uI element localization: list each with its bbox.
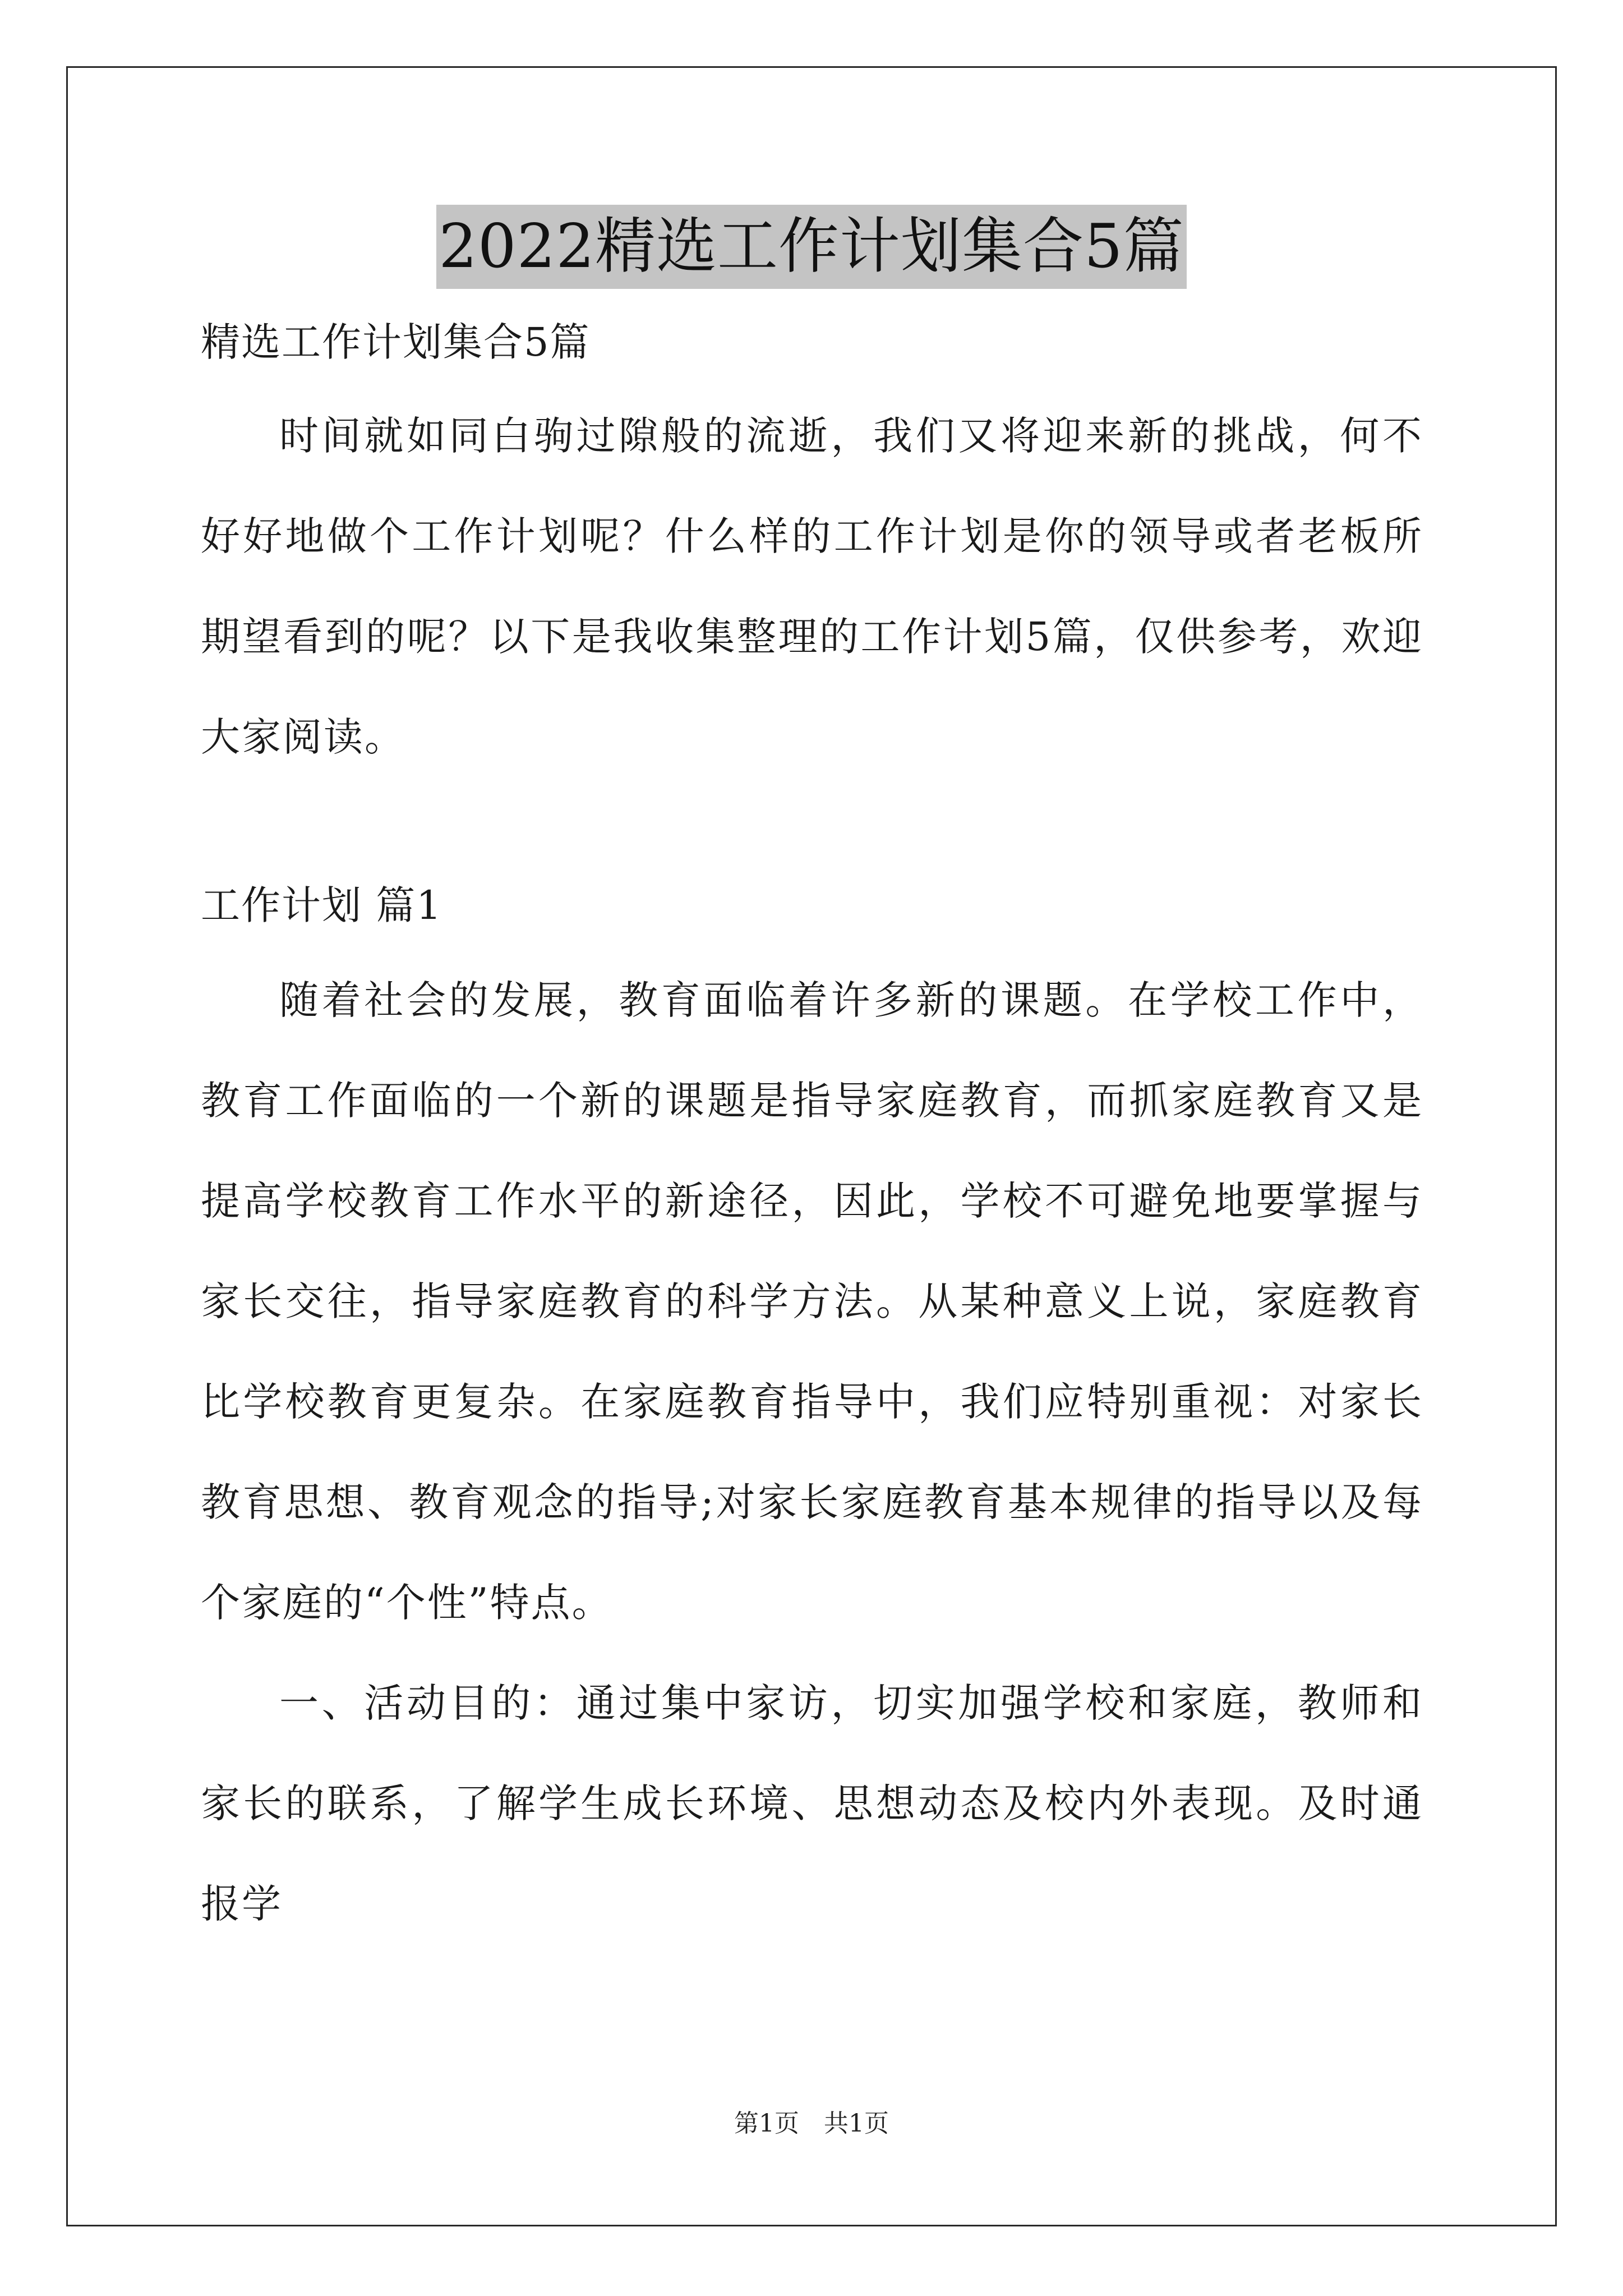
document-title: 2022精选工作计划集合5篇 bbox=[436, 205, 1187, 289]
section-heading-1: 工作计划 篇1 bbox=[201, 882, 442, 928]
title-container bbox=[0, 205, 1623, 289]
document-subtitle: 精选工作计划集合5篇 bbox=[201, 319, 591, 365]
page-footer: 第1页 共1页 bbox=[734, 2109, 889, 2138]
intro-paragraph: 时间就如同白驹过隙般的流逝，我们又将迎来新的挑战，何不好好地做个工作计划呢？什么样的工作计划是你的领导或者老板所期望看到的呢？以下是我收集整理的工作计划5篇，仅供参考，欢迎大家阅读。 bbox=[201, 413, 1423, 760]
document-body bbox=[201, 314, 1423, 1954]
section1-paragraph-2: 一、活动目的：通过集中家访，切实加强学校和家庭，教师和家长的联系，了解学生成长环境、思想动态及校内外表现。及时通报学 bbox=[201, 1680, 1423, 1927]
section1-paragraph-1: 随着社会的发展，教育面临着许多新的课题。在学校工作中，教育工作面临的一个新的课题是指导家庭教育，而抓家庭教育又是提高学校教育工作水平的新途径，因此，学校不可避免地要掌握与家长交往，指导家庭教育的科学方法。从某种意义上说，家庭教育比学校教育更复杂。在家庭教育指导中，我们应特别重视：对家长教育思想、教育观念的指导;对家长家庭教育基本规律的指导以及每个家庭的“个性”特点。 bbox=[201, 977, 1423, 1626]
spacer bbox=[201, 788, 1423, 877]
